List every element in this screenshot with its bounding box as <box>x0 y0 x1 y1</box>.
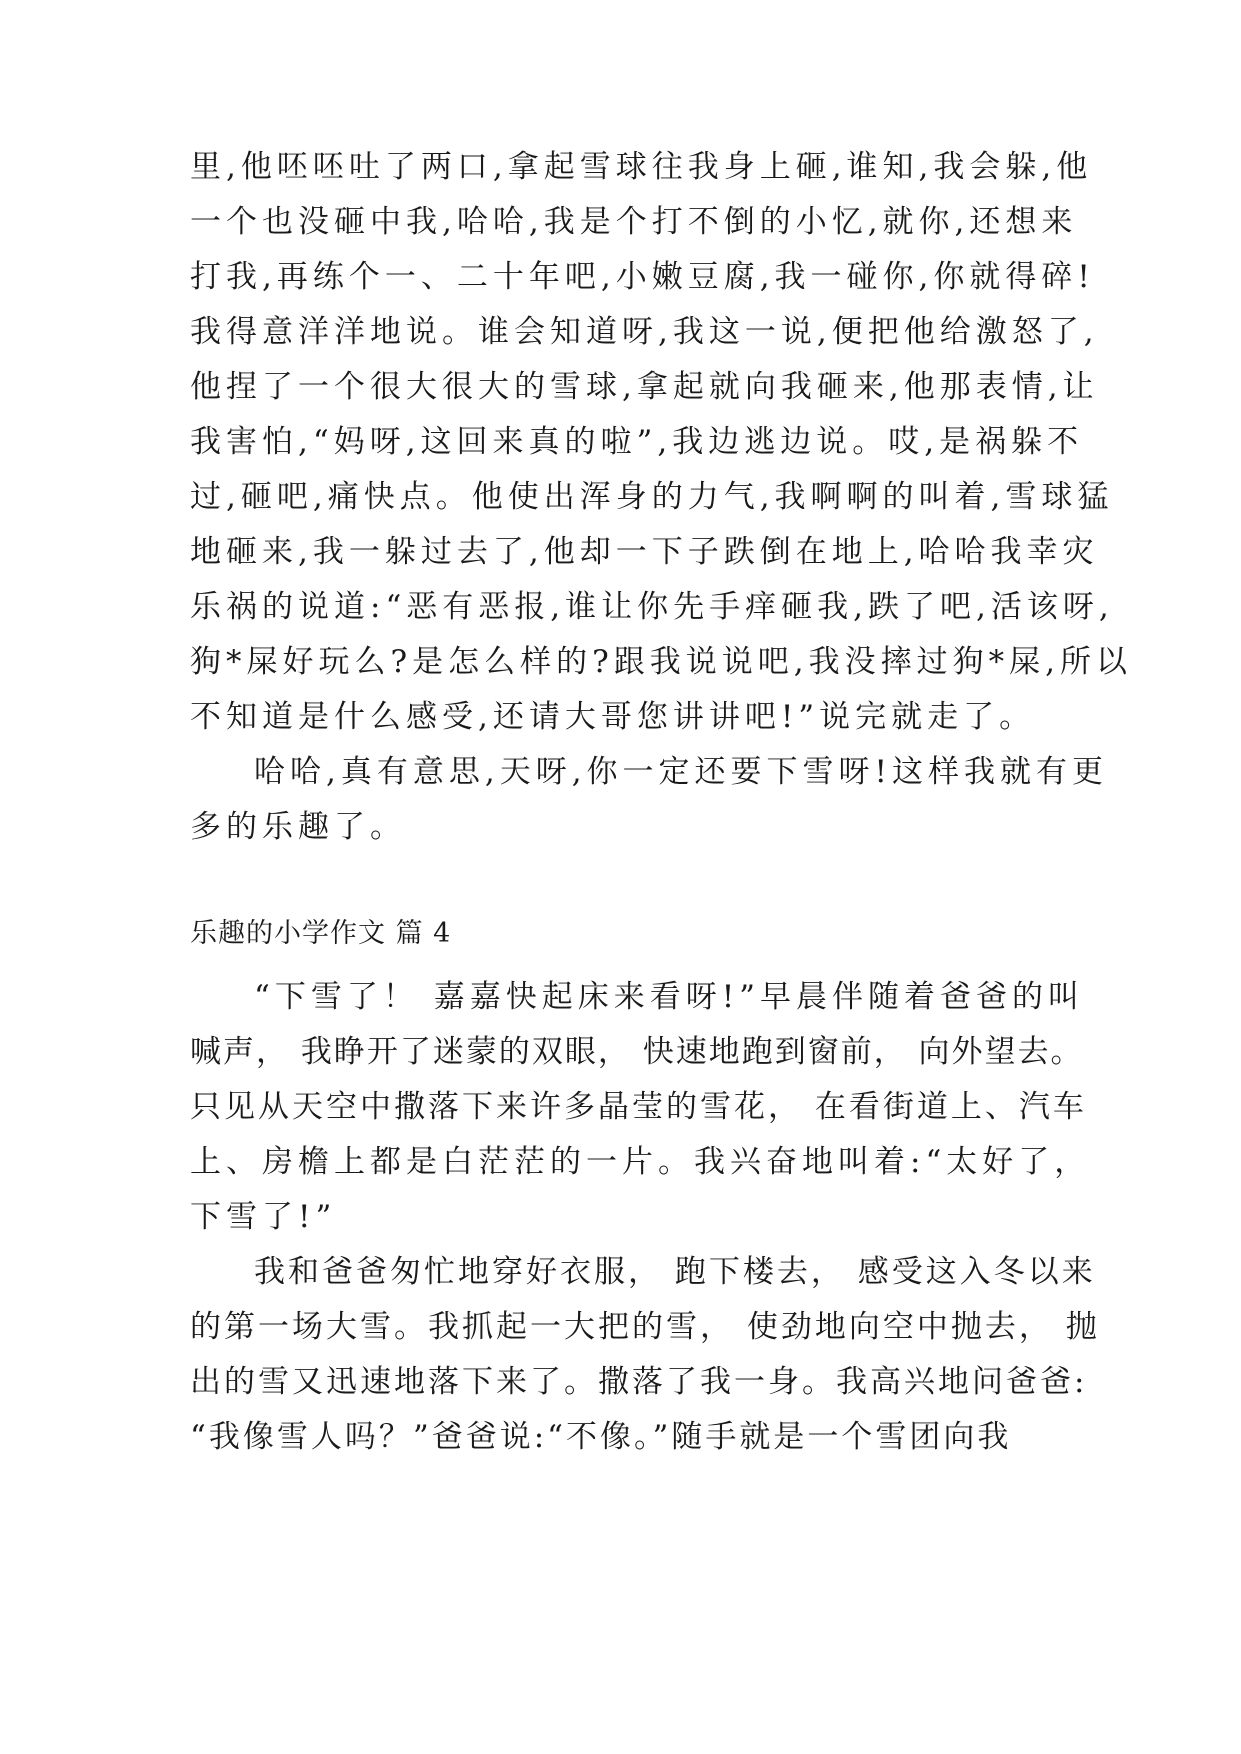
text-line: 下雪了!” <box>190 1199 337 1235</box>
text-line: 乐祸的说道:“恶有恶报,谁让你先手痒砸我,跌了吧,活该呀, <box>190 589 1114 625</box>
text-line: 上、房檐上都是白茫茫的一片。我兴奋地叫着:“太好了， <box>190 1144 1091 1180</box>
text-line: 打我,再练个一、二十年吧,小嫩豆腐,我一碰你,你就得碎! <box>190 259 1095 295</box>
text-line: 多的乐趣了。 <box>190 809 406 845</box>
text-line: 喊声， 我睁开了迷蒙的双眼， 快速地跑到窗前， 向外望去。 <box>190 1034 1084 1070</box>
text-line: 出的雪又迅速地落下来了。撒落了我一身。我高兴地问爸爸: <box>190 1364 1088 1400</box>
text-line: “我像雪人吗？”爸爸说:“不像。”随手就是一个雪团向我 <box>190 1419 1012 1455</box>
text-line: 一个也没砸中我,哈哈,我是个打不倒的小忆,就你,还想来 <box>190 204 1078 240</box>
text-line: 过,砸吧,痛快点。他使出浑身的力气,我啊啊的叫着,雪球猛 <box>190 479 1114 515</box>
text-line: 地砸来,我一躲过去了,他却一下子跌倒在地上,哈哈我幸灾 <box>190 534 1099 570</box>
section-title: 乐趣的小学作文 篇 4 <box>190 918 452 949</box>
text-line: 里,他呸呸吐了两口,拿起雪球往我身上砸,谁知,我会躲,他 <box>190 149 1093 185</box>
text-line: 狗*屎好玩么?是怎么样的?跟我说说吧,我没摔过狗*屎,所以 <box>190 644 1132 680</box>
text-line: 的第一场大雪。我抓起一大把的雪， 使劲地向空中抛去， 抛 <box>190 1309 1100 1345</box>
text-line: 他捏了一个很大很大的雪球,拿起就向我砸来,他那表情,让 <box>190 369 1099 405</box>
text-line: 我害怕,“妈呀,这回来真的啦”,我边逃边说。哎,是祸躲不 <box>190 424 1084 460</box>
text-line: “下雪了！ 嘉嘉快起床来看呀!”早晨伴随着爸爸的叫 <box>254 979 1085 1015</box>
text-line: 我和爸爸匆忙地穿好衣服， 跑下楼去， 感受这入冬以来 <box>254 1254 1096 1290</box>
text-line: 哈哈,真有意思,天呀,你一定还要下雪呀!这样我就有更 <box>254 754 1109 790</box>
text-line: 只见从天空中撒落下来许多晶莹的雪花， 在看街道上、汽车 <box>190 1089 1087 1125</box>
text-line: 不知道是什么感受,还请大哥您讲讲吧!”说完就走了。 <box>190 699 1036 735</box>
text-line: 我得意洋洋地说。谁会知道呀,我这一说,便把他给激怒了, <box>190 314 1099 350</box>
